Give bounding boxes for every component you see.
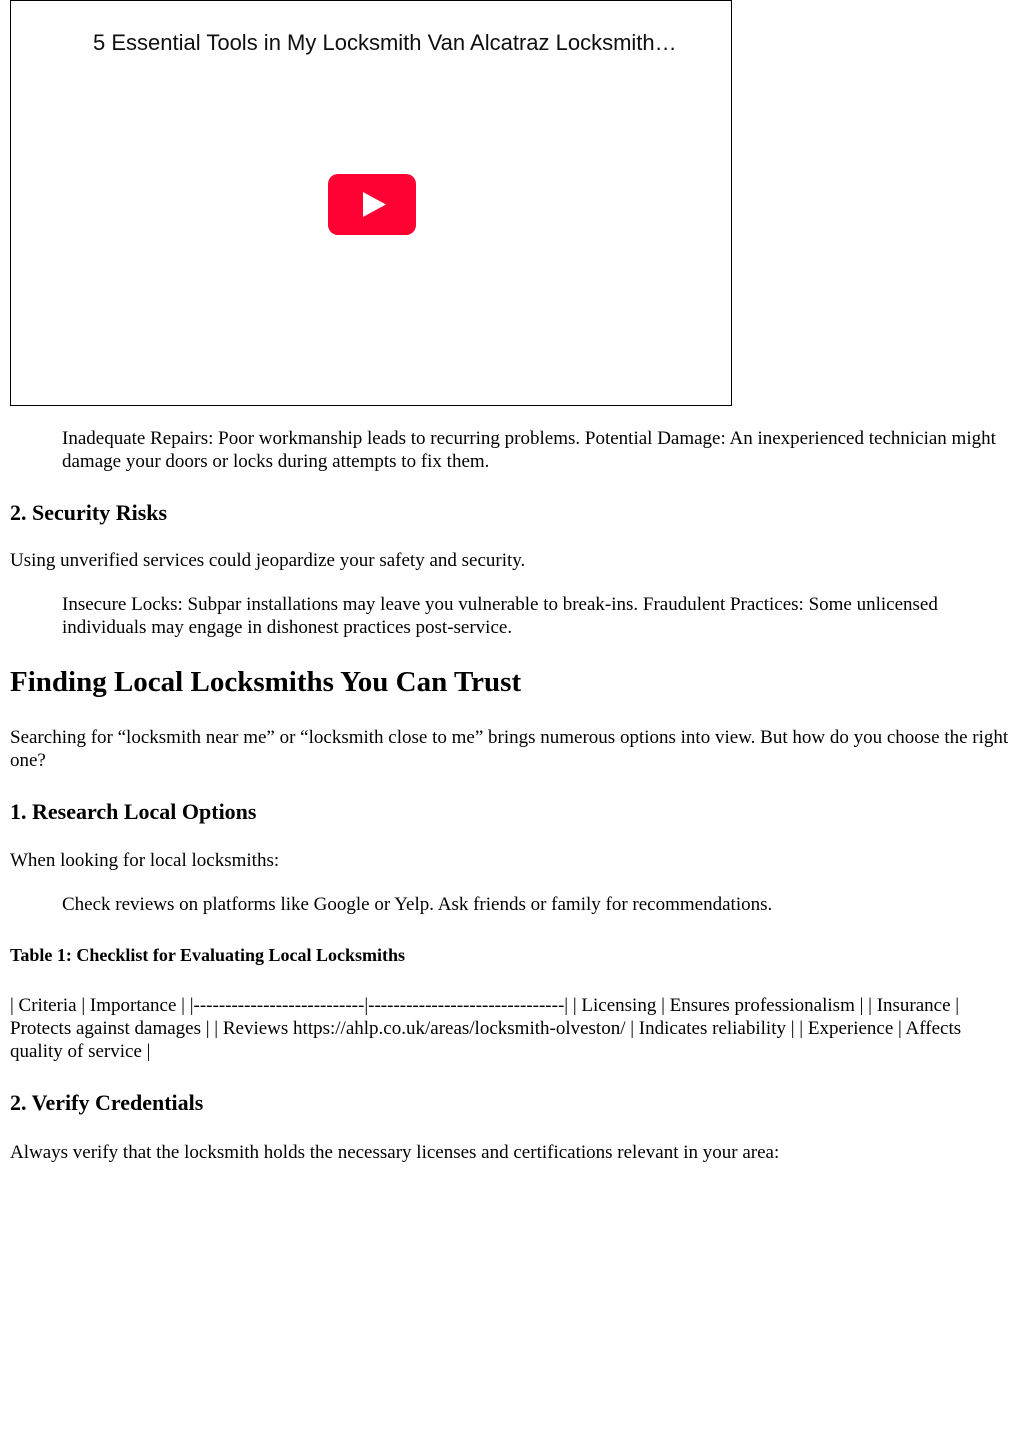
heading-research-options: 1. Research Local Options	[10, 799, 257, 824]
list-item-security: Insecure Locks: Subpar installations may leave you vulnerable to break-ins. Fraudulent Practices: Some unlicensed individuals may engage in dishonest practices post-service.	[62, 594, 938, 638]
video-embed[interactable]	[10, 0, 732, 406]
table-text: | Criteria | Importance | |---------------------------|-------------------------------| | Licensing | Ensures professionalism | | Insurance | Protects against damages | | Reviews https://ahlp.co.uk/areas/locksmith-olveston/ | Indicates reliability | | Experience | Affects quality of service |	[10, 995, 962, 1062]
list-item-repairs: Inadequate Repairs: Poor workmanship leads to recurring problems. Potential Damage: An inexperienced technician might damage your doors or locks during attempts to fix them.	[62, 428, 996, 472]
paragraph-verify: Always verify that the locksmith holds the necessary licenses and certifications relevant in your area:	[10, 1142, 780, 1163]
heading-table-checklist: Table 1: Checklist for Evaluating Local Locksmiths	[10, 945, 406, 965]
heading-verify-credentials: 2. Verify Credentials	[10, 1090, 204, 1115]
paragraph-finding: Searching for “locksmith near me” or “locksmith close to me” brings numerous options into view. But how do you choose the right one?	[10, 727, 1009, 771]
heading-finding-locksmiths: Finding Local Locksmiths You Can Trust	[10, 666, 522, 698]
youtube-play-icon[interactable]	[328, 174, 416, 235]
paragraph-research: When looking for local locksmiths:	[10, 850, 280, 871]
video-title[interactable]: 5 Essential Tools in My Locksmith Van Alcatraz Locksmith…	[93, 30, 677, 55]
play-button[interactable]	[328, 174, 416, 235]
paragraph-security: Using unverified services could jeopardize your safety and security.	[10, 550, 526, 571]
list-item-research: Check reviews on platforms like Google or Yelp. Ask friends or family for recommendations.	[62, 894, 773, 915]
heading-security-risks: 2. Security Risks	[10, 500, 168, 525]
